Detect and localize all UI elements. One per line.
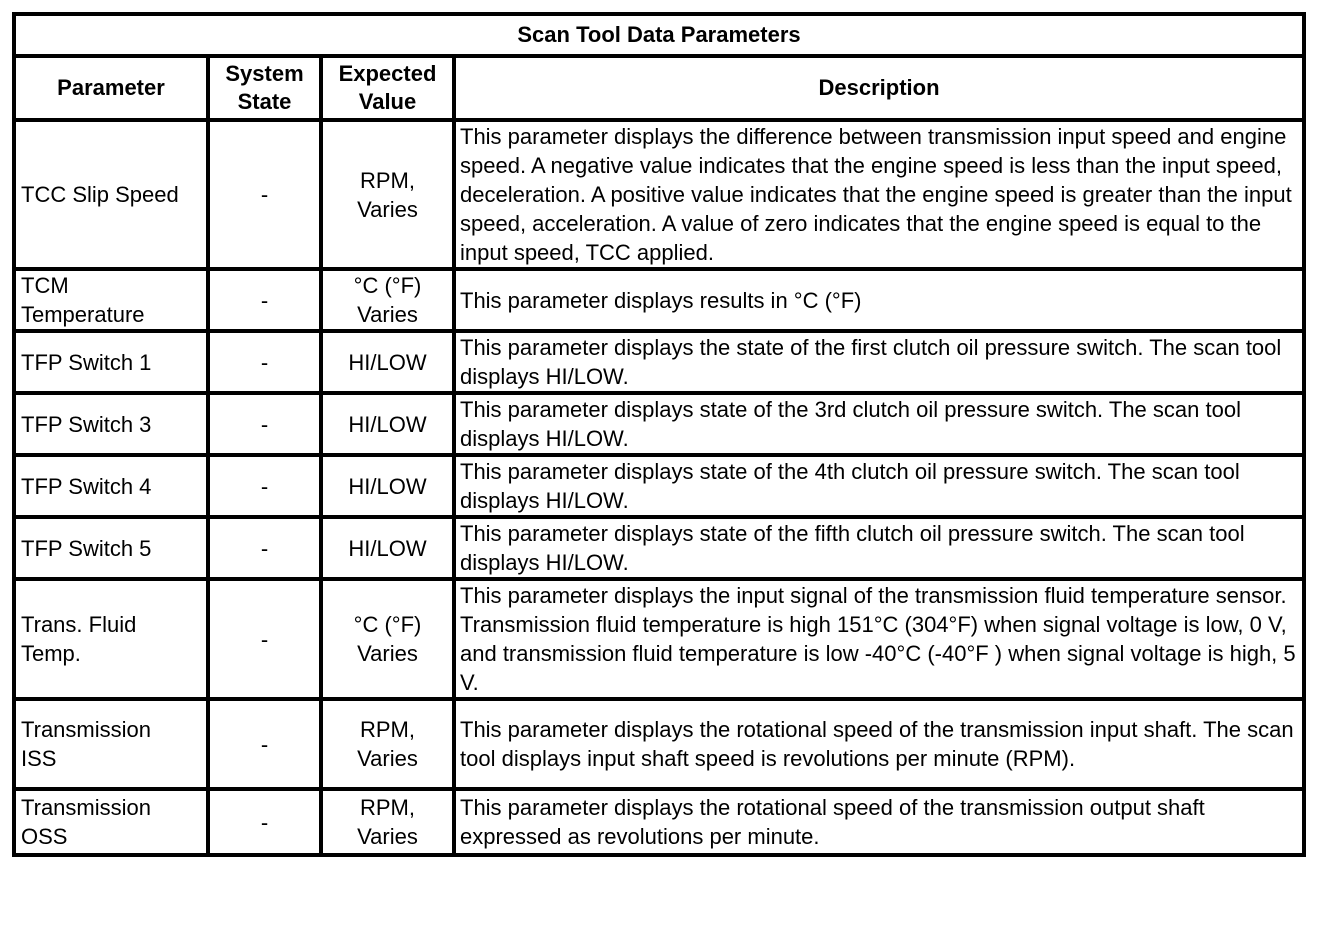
expected-value-cell bbox=[321, 393, 454, 455]
parameter-cell-text: Trans. Fluid Temp. bbox=[21, 612, 137, 666]
parameter-cell bbox=[14, 455, 208, 517]
description-cell bbox=[454, 269, 1304, 331]
expected-value-cell-text: HI/LOW bbox=[348, 535, 427, 561]
system-state-cell bbox=[208, 455, 321, 517]
description-cell-text: This parameter displays state of the fifth clutch oil pressure switch. The scan tool displays HI/LOW. bbox=[460, 521, 1245, 575]
table-row bbox=[14, 269, 1304, 331]
system-state-cell-text: - bbox=[260, 349, 269, 375]
parameter-cell-text: TFP Switch 1 bbox=[21, 349, 152, 375]
table-row bbox=[14, 455, 1304, 517]
expected-value-cell bbox=[321, 455, 454, 517]
system-state-cell bbox=[208, 517, 321, 579]
system-state-cell bbox=[208, 120, 321, 269]
description-cell-text: This parameter displays the state of the first clutch oil pressure switch. The scan tool displays HI/LOW. bbox=[460, 335, 1282, 389]
expected-value-cell-text: RPM, Varies bbox=[357, 717, 418, 771]
header-system-state: System State bbox=[208, 56, 321, 120]
system-state-cell-text: - bbox=[260, 731, 269, 757]
header-expected-value: Expected Value bbox=[321, 56, 454, 120]
parameter-cell-text: TCC Slip Speed bbox=[21, 182, 179, 207]
table-row bbox=[14, 120, 1304, 269]
expected-value-cell bbox=[321, 699, 454, 789]
parameter-cell bbox=[14, 699, 208, 789]
system-state-cell bbox=[208, 789, 321, 855]
parameter-cell-text: TCM Temperature bbox=[21, 273, 145, 327]
expected-value-cell bbox=[321, 579, 454, 699]
system-state-cell bbox=[208, 269, 321, 331]
expected-value-cell bbox=[321, 517, 454, 579]
expected-value-cell bbox=[321, 789, 454, 855]
system-state-cell-text: - bbox=[260, 287, 269, 313]
table-row bbox=[14, 331, 1304, 393]
system-state-cell bbox=[208, 393, 321, 455]
system-state-cell-text: - bbox=[260, 809, 269, 835]
system-state-cell-text: - bbox=[260, 411, 269, 437]
system-state-cell bbox=[208, 331, 321, 393]
system-state-cell-text: - bbox=[260, 626, 269, 652]
expected-value-cell bbox=[321, 331, 454, 393]
parameter-cell bbox=[14, 517, 208, 579]
header-description: Description bbox=[454, 56, 1304, 120]
description-cell bbox=[454, 120, 1304, 269]
parameter-cell-text: Transmission ISS bbox=[21, 717, 151, 771]
expected-value-cell bbox=[321, 120, 454, 269]
description-cell-text: This parameter displays the input signal of the transmission fluid temperature sensor. Transmission fluid temperature is high 151°C (304°F) when signal voltage is low, 0 V, and transmission fluid temperature is low -40°C (-40°F ) when signal voltage is high, 5 V. bbox=[460, 583, 1296, 695]
system-state-cell bbox=[208, 699, 321, 789]
expected-value-cell-text: RPM, Varies bbox=[357, 167, 418, 222]
header-parameter: Parameter bbox=[14, 56, 208, 120]
description-cell bbox=[454, 455, 1304, 517]
parameter-cell bbox=[14, 579, 208, 699]
table-row bbox=[14, 789, 1304, 855]
system-state-cell bbox=[208, 579, 321, 699]
system-state-cell-text: - bbox=[260, 535, 269, 561]
expected-value-cell-text: RPM, Varies bbox=[357, 795, 418, 849]
expected-value-cell-text: HI/LOW bbox=[348, 473, 427, 499]
description-cell-text: This parameter displays state of the 3rd clutch oil pressure switch. The scan tool displays HI/LOW. bbox=[460, 397, 1241, 451]
description-cell-text: This parameter displays the difference between transmission input speed and engine speed. A negative value indicates that the engine speed is less than the input speed, deceleration. A positive value indicates that the engine speed is greater than the input speed, acceleration. A value of zero indicates that the engine speed is equal to the input speed, TCC applied. bbox=[460, 124, 1292, 265]
expected-value-cell-text: HI/LOW bbox=[348, 411, 427, 437]
expected-value-cell-text: °C (°F) Varies bbox=[353, 612, 422, 666]
table-row bbox=[14, 393, 1304, 455]
description-cell-text: This parameter displays the rotational speed of the transmission output shaft expressed as revolutions per minute. bbox=[460, 795, 1205, 849]
parameter-cell-text: TFP Switch 4 bbox=[21, 473, 152, 499]
description-cell bbox=[454, 789, 1304, 855]
table-row bbox=[14, 699, 1304, 789]
expected-value-cell-text: HI/LOW bbox=[348, 349, 427, 375]
parameter-cell-text: Transmission OSS bbox=[21, 795, 151, 849]
description-cell bbox=[454, 517, 1304, 579]
description-cell bbox=[454, 393, 1304, 455]
description-cell-text: This parameter displays results in °C (°F) bbox=[460, 287, 862, 313]
parameter-cell bbox=[14, 269, 208, 331]
description-cell-text: This parameter displays state of the 4th clutch oil pressure switch. The scan tool displays HI/LOW. bbox=[460, 459, 1240, 513]
table-row bbox=[14, 579, 1304, 699]
expected-value-cell-text: °C (°F) Varies bbox=[353, 273, 422, 327]
parameter-cell-text: TFP Switch 5 bbox=[21, 535, 152, 561]
table-row bbox=[14, 517, 1304, 579]
parameter-cell bbox=[14, 120, 208, 269]
description-cell-text: This parameter displays the rotational speed of the transmission input shaft. The scan tool displays input shaft speed is revolutions per minute (RPM). bbox=[460, 717, 1294, 771]
system-state-cell-text: - bbox=[260, 473, 269, 499]
description-cell bbox=[454, 579, 1304, 699]
system-state-cell-text: - bbox=[260, 182, 269, 207]
parameter-cell bbox=[14, 331, 208, 393]
parameter-cell bbox=[14, 789, 208, 855]
parameter-cell-text: TFP Switch 3 bbox=[21, 411, 152, 437]
scan-tool-data-table bbox=[12, 12, 1306, 857]
description-cell bbox=[454, 699, 1304, 789]
parameter-cell bbox=[14, 393, 208, 455]
table-title: Scan Tool Data Parameters bbox=[14, 14, 1304, 56]
expected-value-cell bbox=[321, 269, 454, 331]
description-cell bbox=[454, 331, 1304, 393]
